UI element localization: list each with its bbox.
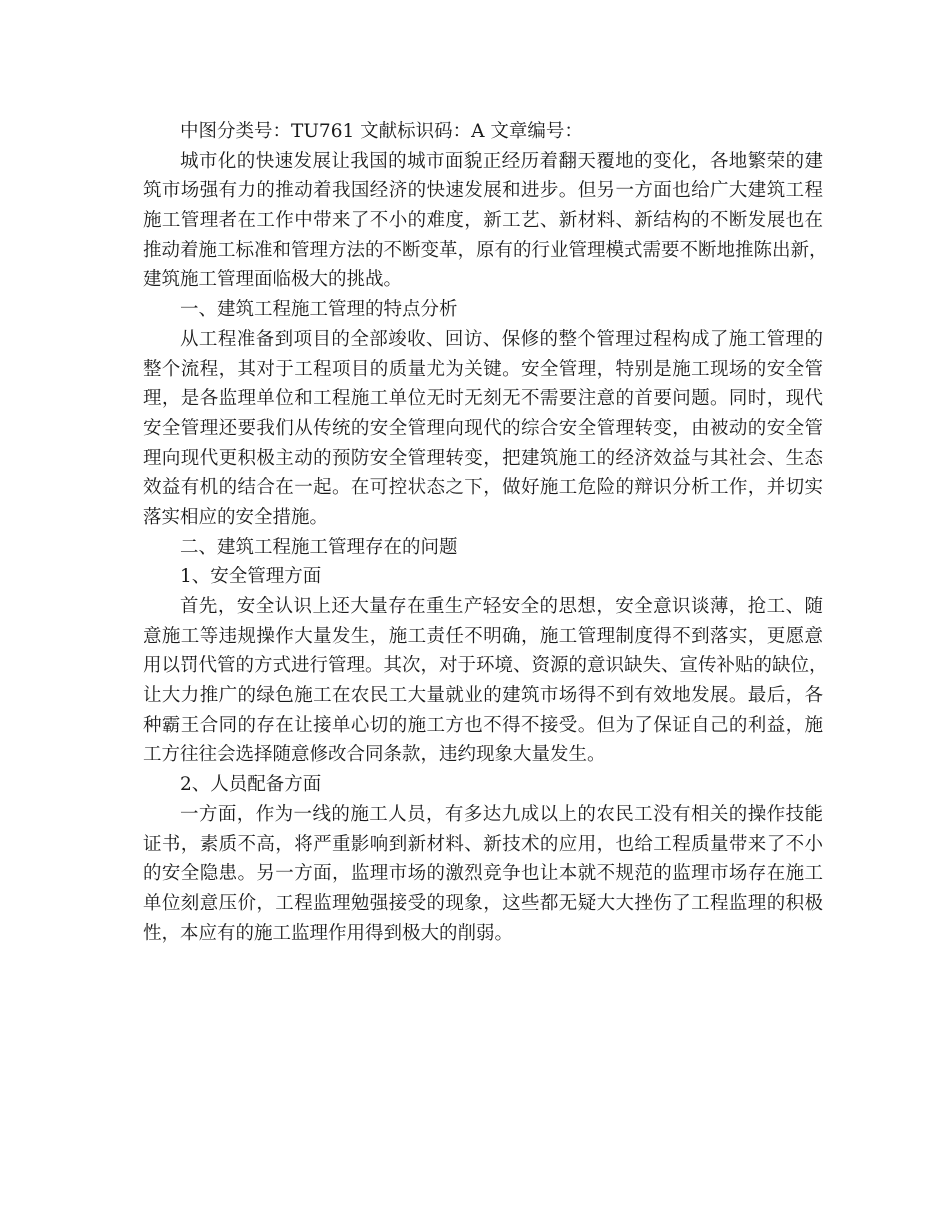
intro-line: 建筑施工管理面临极大的挑战。 [143, 269, 403, 291]
document-body [143, 117, 828, 948]
intro-line: 施工管理者在工作中带来了不小的难度，新工艺、新材料、新结构的不断发展也在 [143, 210, 823, 232]
paragraph-line: 安全管理还要我们从传统的安全管理向现代的综合安全管理转变，由被动的安全管 [143, 417, 823, 439]
intro-line: 推动着施工标准和管理方法的不断变革，原有的行业管理模式需要不断地推陈出新， [143, 239, 828, 261]
paragraph-line: 一方面，作为一线的施工人员，有多达九成以上的农民工没有相关的操作技能 [180, 803, 823, 825]
paragraph-line: 让大力推广的绿色施工在农民工大量就业的建筑市场得不到有效地发展。最后，各 [143, 685, 823, 707]
paragraph-line: 的安全隐患。另一方面，监理市场的激烈竞争也让本就不规范的监理市场存在施工 [143, 863, 823, 885]
paragraph-line: 从工程准备到项目的全部竣收、回访、保修的整个管理过程构成了施工管理的 [180, 328, 823, 350]
paragraph-line: 理，是各监理单位和工程施工单位无时无刻无不需要注意的首要问题。同时，现代 [143, 388, 823, 410]
paragraph-line: 证书，素质不高，将严重影响到新材料、新技术的应用，也给工程质量带来了不小 [143, 833, 823, 855]
paragraph-line: 意施工等违规操作大量发生，施工责任不明确，施工管理制度得不到落实，更愿意 [143, 625, 823, 647]
subsection-heading: 1、安全管理方面 [180, 566, 322, 588]
subsection-heading: 2、人员配备方面 [180, 774, 322, 796]
intro-line: 筑市场强有力的推动着我国经济的快速发展和进步。但另一方面也给广大建筑工程 [143, 180, 823, 202]
paragraph-line: 性，本应有的施工监理作用得到极大的削弱。 [143, 922, 514, 944]
paragraph-line: 首先，安全认识上还大量存在重生产轻安全的思想，安全意识谈薄，抢工、随 [180, 596, 823, 617]
intro-line: 城市化的快速发展让我国的城市面貌正经历着翻天覆地的变化，各地繁荣的建 [180, 150, 823, 172]
section-heading: 二、建筑工程施工管理存在的问题 [180, 536, 458, 558]
paragraph-line: 落实相应的安全措施。 [143, 506, 329, 528]
paragraph-line: 理向现代更积极主动的预防安全管理转变，把建筑施工的经济效益与其社会、生态 [143, 447, 823, 469]
section-heading: 一、建筑工程施工管理的特点分析 [180, 299, 458, 321]
paragraph-line: 工方往往会选择随意修改合同条款，违约现象大量发生。 [143, 744, 606, 766]
paragraph-line: 种霸王合同的存在让接单心切的施工方也不得不接受。但为了保证自己的利益，施 [143, 714, 823, 736]
paragraph-line: 用以罚代管的方式进行管理。其次，对于环境、资源的意识缺失、宣传补贴的缺位， [143, 655, 828, 677]
paragraph-line: 效益有机的结合在一起。在可控状态之下，做好施工危险的辩识分析工作，并切实 [143, 477, 823, 499]
paragraph-line: 整个流程，其对于工程项目的质量尤为关键。安全管理，特别是施工现场的安全管 [143, 358, 823, 380]
paragraph-line: 单位刻意压价，工程监理勉强接受的现象，这些都无疑大大挫伤了工程监理的积极 [143, 892, 823, 914]
classification-line: 中图分类号：TU761 文献标识码：A 文章编号： [180, 121, 583, 142]
